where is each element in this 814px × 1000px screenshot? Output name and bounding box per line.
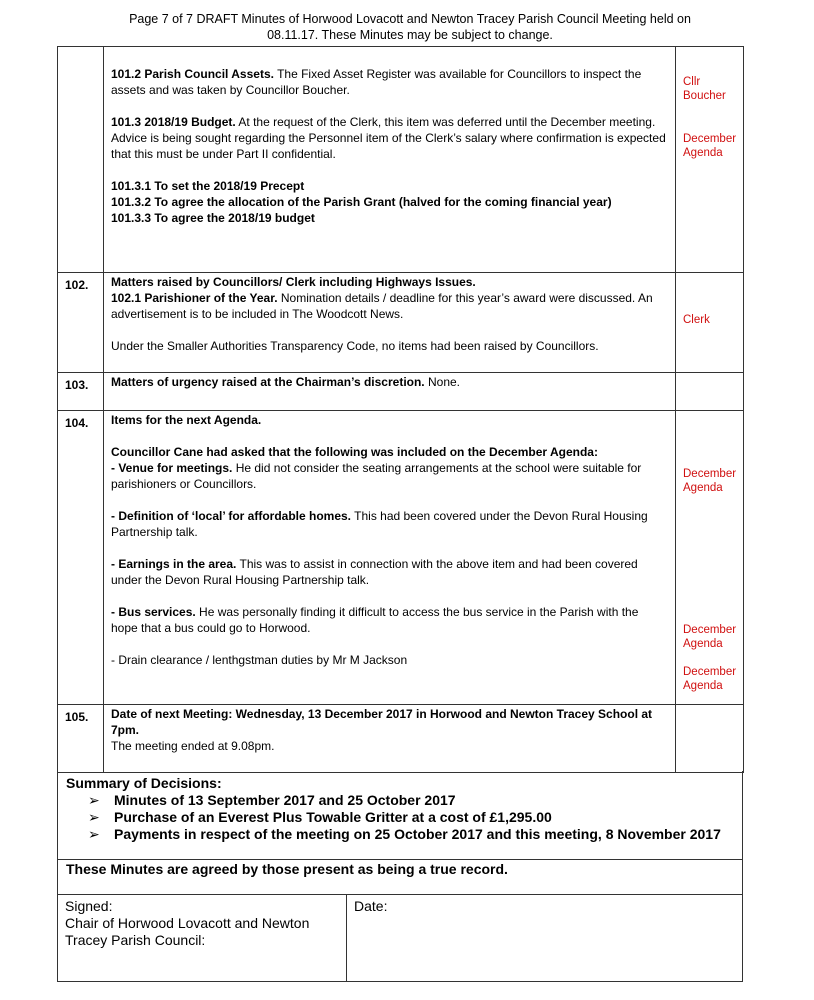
minutes-row-104 bbox=[58, 411, 744, 705]
minutes-table bbox=[57, 46, 744, 773]
summary-list bbox=[88, 792, 728, 843]
action-venue: December Agenda bbox=[683, 468, 737, 494]
local-text: This had been covered under the Devon Rural Housing Partnership talk. bbox=[111, 509, 648, 539]
arrow-bullet-icon: ➢ bbox=[88, 809, 100, 825]
venue-text: He did not consider the seating arrangements at the school were suitable for parishioners or Councillors. bbox=[111, 461, 642, 491]
earnings-heading: - Earnings in the area. bbox=[111, 557, 237, 571]
item-number: 105. bbox=[58, 705, 104, 773]
parishioner-text: Nomination details / deadline for this year’s award were discussed. An advertisement is to be included in The Woodcott News. bbox=[111, 291, 653, 321]
assets-text: The Fixed Asset Register was available for Councillors to inspect the assets and was taken by Councillor Boucher. bbox=[111, 67, 642, 97]
divider bbox=[58, 859, 742, 860]
minutes-row-103 bbox=[58, 373, 744, 411]
local-paragraph bbox=[111, 508, 667, 540]
item-number bbox=[58, 47, 104, 273]
item-heading: Date of next Meeting: Wednesday, 13 December 2017 in Horwood and Newton Tracey School at 7pm. bbox=[111, 707, 653, 737]
page-header bbox=[90, 11, 730, 43]
header-line-1: Page 7 of 7 DRAFT Minutes of Horwood Lovacott and Newton Tracey Parish Council Meeting held on bbox=[129, 12, 691, 26]
action-cllr-boucher: Cllr Boucher bbox=[683, 76, 726, 102]
action-cell bbox=[676, 411, 744, 705]
item-number: 104. bbox=[58, 411, 104, 705]
action-bus: December Agenda bbox=[683, 624, 737, 650]
budget-paragraph bbox=[111, 114, 667, 130]
earnings-text: This was to assist in connection with the above item and had been covered under the Devon Rural Housing Partnership talk. bbox=[111, 557, 638, 587]
action-cell bbox=[676, 373, 744, 411]
budget-sub-2: 101.3.2 To agree the allocation of the Parish Grant (halved for the coming financial year) bbox=[111, 195, 612, 209]
parishioner-paragraph bbox=[111, 290, 667, 322]
divider bbox=[346, 895, 347, 981]
item-number: 103. bbox=[58, 373, 104, 411]
urgency-paragraph bbox=[111, 374, 667, 390]
signature-box bbox=[57, 894, 743, 982]
parishioner-heading: 102.1 Parishioner of the Year. bbox=[111, 291, 278, 305]
signed-label: Signed: bbox=[65, 898, 113, 914]
assets-heading: 101.2 Parish Council Assets. bbox=[111, 67, 274, 81]
summary-item-text: Minutes of 13 September 2017 and 25 October 2017 bbox=[114, 792, 456, 808]
action-december-agenda: December Agenda bbox=[683, 133, 737, 159]
action-cell bbox=[676, 705, 744, 773]
earnings-paragraph bbox=[111, 556, 667, 588]
minutes-row-105 bbox=[58, 705, 744, 773]
header-line-2: 08.11.17. These Minutes may be subject to change. bbox=[267, 28, 553, 42]
bus-text: He was personally finding it difficult to access the bus service in the Parish with the hope that a bus could go to Horwood. bbox=[111, 605, 639, 635]
item-heading: Items for the next Agenda. bbox=[111, 413, 262, 427]
item-heading: Matters raised by Councillors/ Clerk including Highways Issues. bbox=[111, 275, 476, 289]
action-cell bbox=[676, 47, 744, 273]
minutes-row-102 bbox=[58, 273, 744, 373]
urgency-text: None. bbox=[424, 375, 460, 389]
summary-of-decisions bbox=[57, 771, 743, 895]
agreed-statement: These Minutes are agreed by those present as being a true record. bbox=[66, 861, 508, 877]
budget-advice: Advice is being sought regarding the Personnel item of the Clerk’s salary where confirmation is expected that this must be under Part II confidential. bbox=[111, 131, 666, 161]
item-body bbox=[104, 411, 676, 705]
meeting-ended: The meeting ended at 9.08pm. bbox=[111, 739, 275, 753]
arrow-bullet-icon: ➢ bbox=[88, 792, 100, 808]
item-body bbox=[104, 273, 676, 373]
item-body bbox=[104, 47, 676, 273]
budget-sub-1: 101.3.1 To set the 2018/19 Precept bbox=[111, 179, 305, 193]
budget-sub-3: 101.3.3 To agree the 2018/19 budget bbox=[111, 211, 315, 225]
item-body bbox=[104, 373, 676, 411]
budget-heading: 101.3 2018/19 Budget. bbox=[111, 115, 236, 129]
item-number: 102. bbox=[58, 273, 104, 373]
item-heading: Matters of urgency raised at the Chairman’s discretion. bbox=[111, 375, 425, 389]
date-label: Date: bbox=[354, 898, 388, 914]
minutes-row-101 bbox=[58, 47, 744, 273]
drain-text: - Drain clearance / lenthgstman duties by Mr M Jackson bbox=[111, 653, 408, 667]
summary-item-text: Purchase of an Everest Plus Towable Gritter at a cost of £1,295.00 bbox=[114, 809, 552, 825]
action-drain: December Agenda bbox=[683, 666, 737, 692]
summary-item-text: Payments in respect of the meeting on 25 October 2017 and this meeting, 8 November 2017 bbox=[114, 826, 721, 842]
assets-paragraph bbox=[111, 66, 667, 98]
transparency-text: Under the Smaller Authorities Transparency Code, no items had been raised by Councillors. bbox=[111, 339, 599, 353]
action-cell bbox=[676, 273, 744, 373]
venue-paragraph bbox=[111, 460, 667, 492]
local-heading: - Definition of ‘local’ for affordable homes. bbox=[111, 509, 352, 523]
arrow-bullet-icon: ➢ bbox=[88, 826, 100, 842]
agenda-intro: Councillor Cane had asked that the following was included on the December Agenda: bbox=[111, 445, 598, 459]
summary-item bbox=[88, 809, 728, 826]
bus-paragraph bbox=[111, 604, 667, 636]
summary-item bbox=[88, 792, 728, 809]
budget-text: At the request of the Clerk, this item was deferred until the December meeting. bbox=[235, 115, 656, 129]
summary-title: Summary of Decisions: bbox=[66, 775, 222, 791]
bus-heading: - Bus services. bbox=[111, 605, 196, 619]
signature-area bbox=[65, 898, 345, 949]
venue-heading: - Venue for meetings. bbox=[111, 461, 233, 475]
summary-item bbox=[88, 826, 728, 843]
chair-label: Chair of Horwood Lovacott and Newton Tracey Parish Council: bbox=[65, 915, 310, 948]
action-clerk: Clerk bbox=[683, 314, 710, 326]
item-body bbox=[104, 705, 676, 773]
